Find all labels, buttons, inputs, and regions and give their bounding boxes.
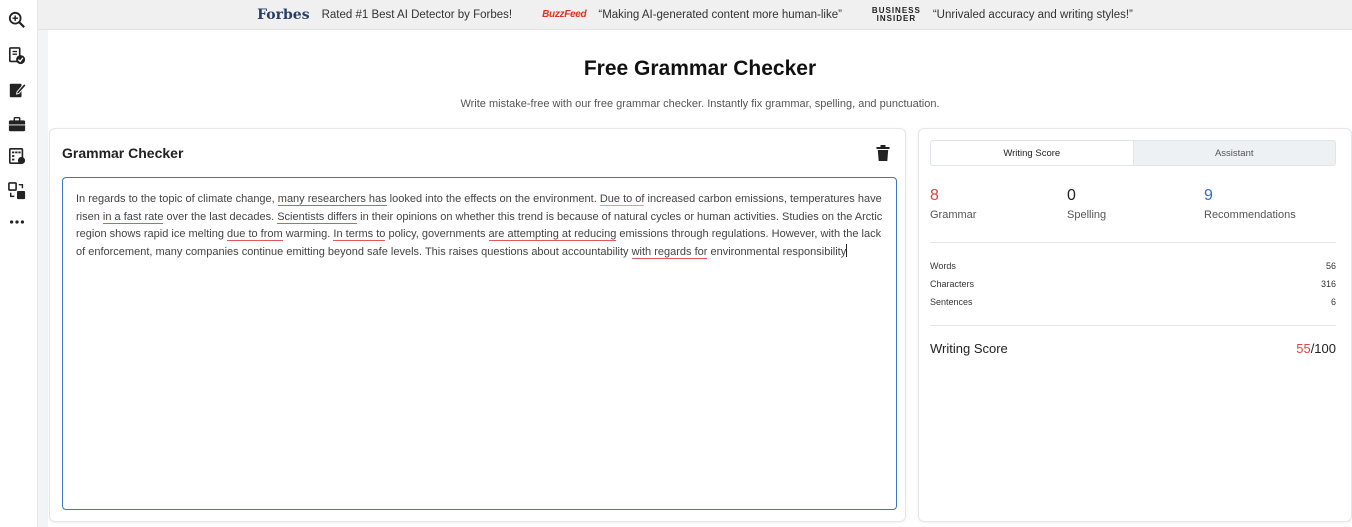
metric-label: Sentences: [930, 297, 973, 307]
editor-text: increased carbon emissions, temperatures have risen: [76, 193, 882, 223]
metric-row: [930, 279, 1336, 289]
metric-row: [930, 261, 1336, 271]
grammar-error-highlight[interactable]: Scientists differs: [277, 210, 358, 223]
panel-tabs: [930, 140, 1336, 166]
metric-row: [930, 297, 1336, 307]
metric-value: 316: [1320, 279, 1336, 289]
spelling-count: 0: [1067, 187, 1076, 204]
tab-writing-score[interactable]: Writing Score: [931, 141, 1134, 165]
grammar-error-highlight[interactable]: Due to of: [599, 193, 645, 205]
editor-text: In regards to the topic of climate change,: [76, 193, 278, 205]
editor-text: environmental responsibility: [707, 245, 847, 258]
grammar-error-highlight[interactable]: with regards for: [631, 245, 708, 258]
editor-text: in their opinions on whether this trend is because of natural cycles or human activities. Studies on the Arctic region shows rapid ice melting: [76, 210, 883, 240]
metric-value: 6: [1330, 297, 1336, 307]
grammar-label: Grammar: [930, 209, 977, 221]
grammar-checker-title: Grammar Checker: [62, 145, 184, 161]
press-banner: [38, 0, 1352, 30]
text-caret: [846, 244, 847, 257]
bi-quote: “Unrivaled accuracy and writing styles!”: [932, 8, 1133, 21]
grammar-error-highlight[interactable]: in a fast rate: [102, 210, 164, 223]
edit-note-icon[interactable]: [7, 80, 27, 100]
metric-label: Characters: [930, 279, 975, 289]
grammar-checker-card: [49, 128, 906, 522]
content: [48, 30, 1352, 527]
briefcase-icon[interactable]: [7, 114, 27, 134]
grammar-count: 8: [930, 187, 939, 204]
main-area: [38, 0, 1352, 527]
search-zoom-icon[interactable]: [7, 10, 27, 30]
forbes-logo: Forbes: [257, 6, 310, 23]
writing-score-row: [930, 341, 1336, 356]
page-title: Free Grammar Checker: [583, 57, 817, 80]
bi-logo-line1: BUSINESS: [871, 5, 921, 15]
spelling-stat[interactable]: [1067, 187, 1106, 221]
sidebar: [0, 0, 38, 527]
page-subtitle: Write mistake-free with our free grammar checker. Instantly fix grammar, spelling, and punctuation.: [460, 98, 940, 110]
recommendations-stat[interactable]: [1204, 187, 1296, 221]
editor-text: over the last decades.: [163, 210, 278, 223]
convert-icon[interactable]: [7, 181, 27, 201]
trash-icon[interactable]: [876, 145, 890, 161]
divider: [930, 242, 1336, 243]
text-editor[interactable]: [62, 177, 897, 510]
tab-assistant[interactable]: Assistant: [1214, 147, 1254, 159]
grammar-error-highlight[interactable]: due to from: [227, 228, 283, 240]
more-icon[interactable]: [7, 212, 27, 232]
document-check-icon[interactable]: [7, 46, 27, 66]
writing-score-number: 55: [1296, 341, 1311, 356]
grammar-error-highlight[interactable]: are attempting at reducing: [488, 228, 617, 240]
forbes-quote: Rated #1 Best AI Detector by Forbes!: [321, 8, 513, 21]
writing-score-value: [1296, 341, 1336, 356]
score-panel: [918, 128, 1352, 522]
recommendations-label: Recommendations: [1204, 209, 1296, 221]
grammar-error-highlight[interactable]: In terms to: [333, 228, 386, 240]
business-insider-logo: [872, 7, 921, 23]
spelling-label: Spelling: [1067, 209, 1107, 221]
editor-text: policy, governments: [385, 228, 489, 240]
writing-score-max: /100: [1310, 341, 1336, 356]
buzzfeed-quote: “Making AI-generated content more human-like”: [598, 8, 842, 21]
editor-text: looked into the effects on the environment.: [386, 193, 600, 205]
recommendations-count: 9: [1204, 187, 1213, 204]
writing-score-label: Writing Score: [930, 341, 1008, 356]
buzzfeed-logo: BuzzFeed: [542, 9, 587, 20]
divider: [930, 325, 1336, 326]
metric-value: 56: [1325, 261, 1336, 271]
metric-label: Words: [930, 261, 956, 271]
editor-text: emissions through regulations. However, with the lack of enforcement, many companies continue emitting beyond safe levels. This raises questions about accountability: [76, 228, 882, 258]
grammar-error-highlight[interactable]: many researchers has: [277, 193, 387, 205]
bi-logo-line2: INSIDER: [876, 13, 917, 23]
grammar-stat[interactable]: [930, 187, 976, 221]
calendar-grid-icon[interactable]: [7, 146, 27, 166]
editor-text: warming.: [282, 228, 334, 240]
